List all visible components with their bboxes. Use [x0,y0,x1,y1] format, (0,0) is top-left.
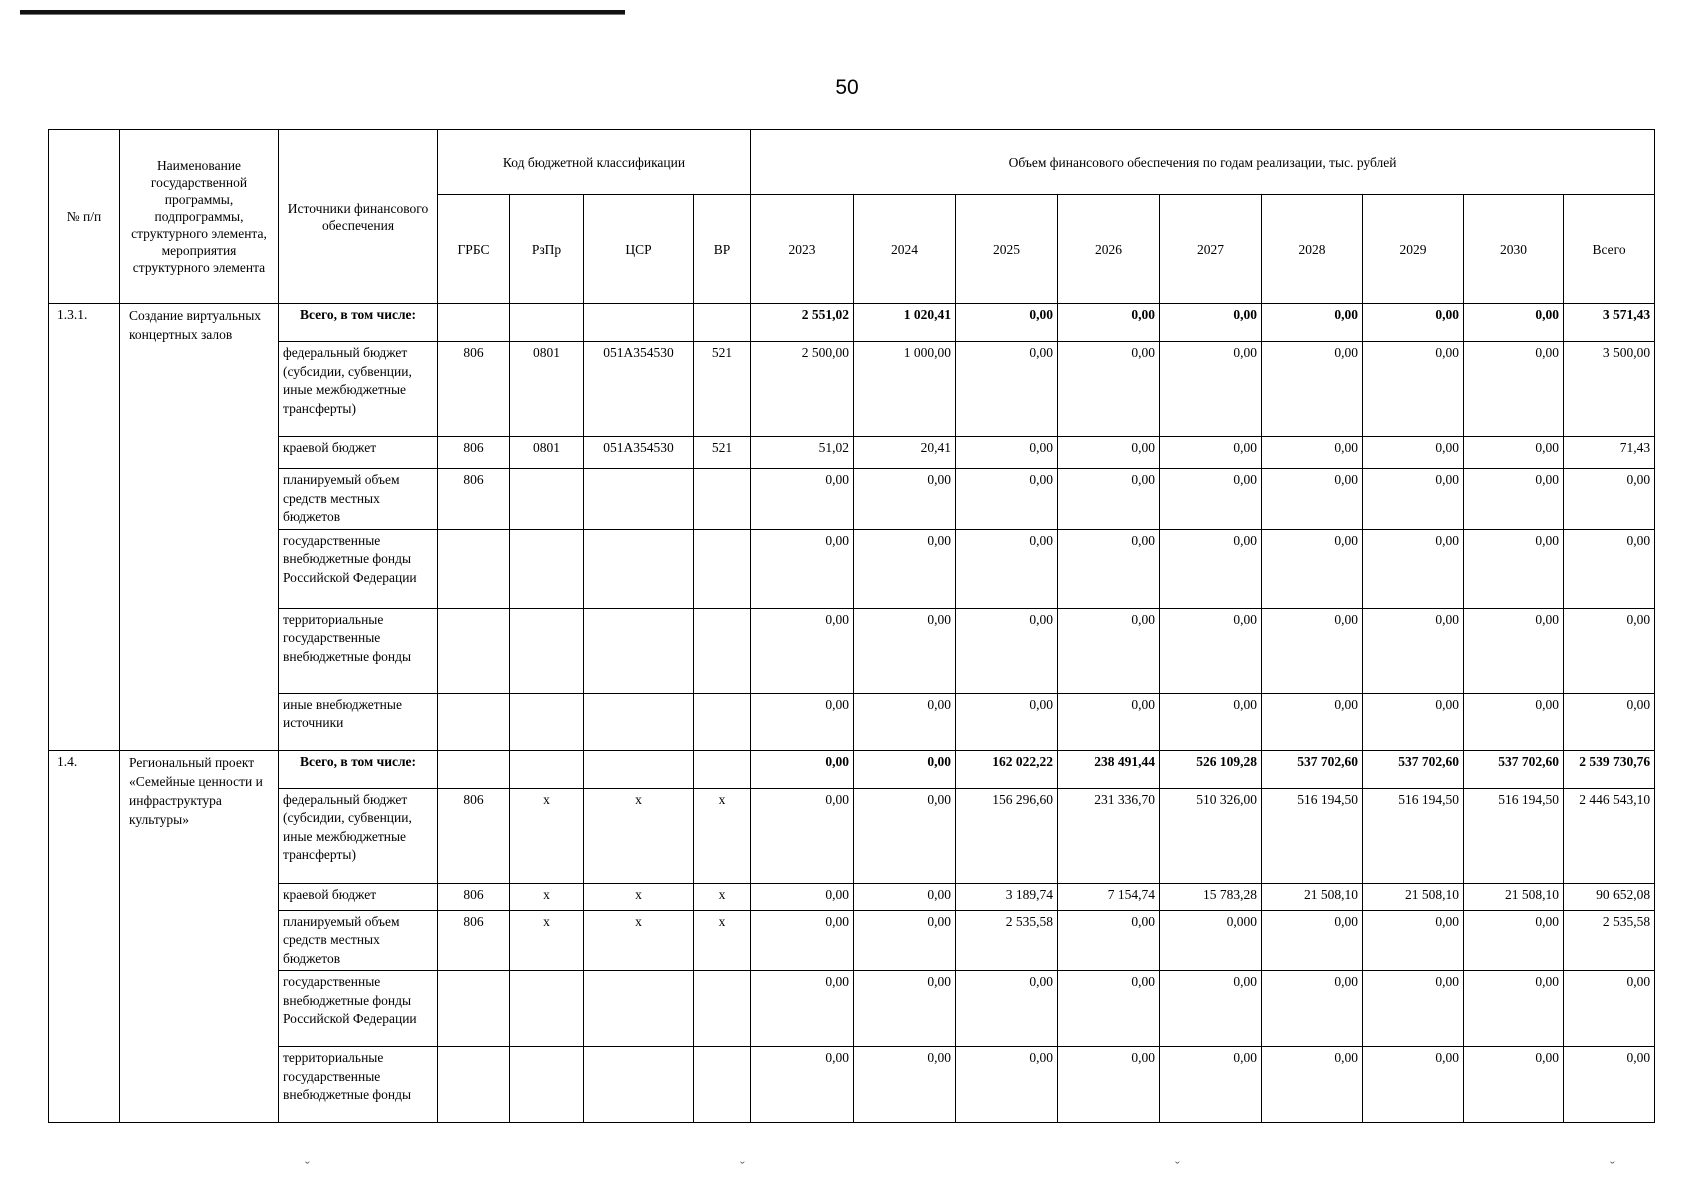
year-value: 0,00 [751,693,854,750]
year-value: 0,00 [1464,437,1564,469]
code-vr: 521 [694,437,751,469]
year-value: 20,41 [854,437,956,469]
header-no: № п/п [49,130,120,304]
year-value: 0,00 [956,342,1058,437]
code-rzpr [510,971,584,1047]
year-value: 0,00 [1160,971,1262,1047]
table-row [49,529,1655,608]
table-row [49,910,1655,971]
code-grbs: 806 [438,788,510,883]
funding-table [48,129,1655,1123]
year-value: 0,00 [956,529,1058,608]
total-value: 0,00 [1564,1047,1655,1123]
code-csr [584,529,694,608]
year-value: 0,00 [751,910,854,971]
year-value: 0,00 [854,788,956,883]
year-value: 0,00 [1363,437,1464,469]
funding-source: иные внебюджетные источники [279,693,438,750]
year-value: 0,00 [751,750,854,788]
code-grbs [438,304,510,342]
funding-source: Всего, в том числе: [279,304,438,342]
table-row [49,437,1655,469]
table-row [49,750,1655,788]
header-year-2024: 2024 [854,195,956,304]
year-value: 0,00 [1058,342,1160,437]
code-csr: 051А354530 [584,437,694,469]
year-value: 0,00 [1262,910,1363,971]
year-value: 0,00 [854,1047,956,1123]
year-value: 0,00 [1262,971,1363,1047]
table-row [49,883,1655,910]
code-vr [694,971,751,1047]
header-year-2029: 2029 [1363,195,1464,304]
total-value: 0,00 [1564,529,1655,608]
header-volume-group: Объем финансового обеспечения по годам реализации, тыс. рублей [751,130,1655,195]
total-value: 3 571,43 [1564,304,1655,342]
year-value: 0,00 [751,788,854,883]
header-year-2030: 2030 [1464,195,1564,304]
table-row [49,971,1655,1047]
year-value: 0,00 [956,608,1058,693]
year-value: 0,00 [1160,693,1262,750]
year-value: 0,00 [1058,469,1160,530]
code-rzpr [510,693,584,750]
year-value: 0,00 [956,971,1058,1047]
code-vr: х [694,910,751,971]
code-grbs [438,529,510,608]
year-value: 0,00 [854,971,956,1047]
year-value: 0,00 [1262,1047,1363,1123]
funding-source: федеральный бюджет (субсидии, субвенции, иные межбюджетные трансферты) [279,788,438,883]
year-value: 0,00 [1058,1047,1160,1123]
code-csr [584,971,694,1047]
funding-source: Всего, в том числе: [279,750,438,788]
total-value: 2 446 543,10 [1564,788,1655,883]
code-vr [694,1047,751,1123]
code-rzpr [510,469,584,530]
year-value: 0,00 [1464,529,1564,608]
code-rzpr [510,304,584,342]
code-grbs: 806 [438,437,510,469]
year-value: 0,00 [956,437,1058,469]
year-value: 0,00 [1160,469,1262,530]
header-name: Наименование государственной программы, подпрограммы, структурного элемента, мероприятия структурного элемента [120,130,279,304]
year-value: 156 296,60 [956,788,1058,883]
year-value: 0,00 [1363,1047,1464,1123]
header-year-2025: 2025 [956,195,1058,304]
year-value: 0,00 [1464,971,1564,1047]
header-code-grbs: ГРБС [438,195,510,304]
year-value: 0,00 [1363,693,1464,750]
total-value: 0,00 [1564,608,1655,693]
code-vr: х [694,883,751,910]
total-value: 0,00 [1564,469,1655,530]
year-value: 0,00 [751,469,854,530]
year-value: 0,00 [1160,1047,1262,1123]
year-value: 510 326,00 [1160,788,1262,883]
year-value: 0,00 [1363,529,1464,608]
year-value: 162 022,22 [956,750,1058,788]
year-value: 0,00 [1464,1047,1564,1123]
code-grbs: 806 [438,883,510,910]
year-value: 0,00 [1058,529,1160,608]
funding-source: государственные внебюджетные фонды Российской Федерации [279,971,438,1047]
footer-mark: ˇ [1610,1160,1615,1175]
code-grbs [438,608,510,693]
year-value: 0,00 [1262,693,1363,750]
code-grbs: 806 [438,469,510,530]
table-row [49,608,1655,693]
year-value: 0,00 [751,608,854,693]
table-row [49,304,1655,342]
year-value: 0,00 [1262,437,1363,469]
code-grbs [438,971,510,1047]
code-vr: х [694,788,751,883]
total-value: 0,00 [1564,971,1655,1047]
code-csr [584,469,694,530]
year-value: 537 702,60 [1363,750,1464,788]
year-value: 0,00 [1464,910,1564,971]
code-vr [694,693,751,750]
code-csr: х [584,788,694,883]
year-value: 0,00 [854,608,956,693]
year-value: 0,00 [854,750,956,788]
year-value: 0,00 [1058,437,1160,469]
year-value: 0,00 [956,469,1058,530]
year-value: 0,00 [1464,342,1564,437]
year-value: 0,00 [1058,910,1160,971]
code-rzpr: 0801 [510,342,584,437]
funding-source: планируемый объем средств местных бюджетов [279,469,438,530]
code-rzpr [510,1047,584,1123]
total-value: 2 539 730,76 [1564,750,1655,788]
year-value: 0,00 [1262,342,1363,437]
year-value: 0,00 [1262,529,1363,608]
total-value: 2 535,58 [1564,910,1655,971]
table-row [49,469,1655,530]
header-year-2023: 2023 [751,195,854,304]
footer-mark: ˇ [1175,1160,1180,1175]
year-value: 0,00 [1058,693,1160,750]
table-row [49,693,1655,750]
code-rzpr [510,529,584,608]
code-csr [584,693,694,750]
year-value: 0,00 [854,883,956,910]
year-value: 0,00 [1160,437,1262,469]
year-value: 1 000,00 [854,342,956,437]
code-vr: 521 [694,342,751,437]
year-value: 0,00 [1363,342,1464,437]
code-vr [694,304,751,342]
code-rzpr: 0801 [510,437,584,469]
header-row-1 [49,130,1655,195]
header-year-2028: 2028 [1262,195,1363,304]
total-value: 3 500,00 [1564,342,1655,437]
year-value: 0,00 [854,693,956,750]
year-value: 0,00 [1262,469,1363,530]
code-grbs [438,693,510,750]
year-value: 516 194,50 [1464,788,1564,883]
year-value: 526 109,28 [1160,750,1262,788]
year-value: 0,00 [1160,608,1262,693]
item-name: Региональный проект «Семейные ценности и инфраструктура культуры» [120,750,279,1123]
year-value: 0,00 [1160,342,1262,437]
year-value: 0,00 [751,529,854,608]
funding-source: планируемый объем средств местных бюджетов [279,910,438,971]
year-value: 2 551,02 [751,304,854,342]
year-value: 238 491,44 [1058,750,1160,788]
year-value: 7 154,74 [1058,883,1160,910]
year-value: 231 336,70 [1058,788,1160,883]
total-value: 71,43 [1564,437,1655,469]
year-value: 0,00 [854,529,956,608]
year-value: 0,00 [751,883,854,910]
year-value: 0,00 [1058,608,1160,693]
year-value: 0,00 [1262,608,1363,693]
year-value: 0,00 [1058,971,1160,1047]
scan-edge-shadow [20,14,625,15]
code-grbs [438,750,510,788]
code-rzpr: х [510,883,584,910]
code-rzpr [510,750,584,788]
year-value: 21 508,10 [1363,883,1464,910]
year-value: 0,00 [1464,469,1564,530]
code-csr [584,750,694,788]
year-value: 0,00 [1058,304,1160,342]
year-value: 21 508,10 [1464,883,1564,910]
code-vr [694,608,751,693]
funding-source: краевой бюджет [279,437,438,469]
year-value: 51,02 [751,437,854,469]
year-value: 0,00 [751,971,854,1047]
year-value: 0,00 [1363,910,1464,971]
year-value: 0,00 [1262,304,1363,342]
year-value: 0,00 [1363,304,1464,342]
code-vr [694,529,751,608]
table-body [49,304,1655,1123]
code-csr: х [584,910,694,971]
table-row [49,1047,1655,1123]
code-rzpr [510,608,584,693]
year-value: 0,00 [854,469,956,530]
year-value: 0,00 [1464,608,1564,693]
item-number: 1.4. [49,750,120,1123]
year-value: 0,00 [1363,608,1464,693]
header-code-csr: ЦСР [584,195,694,304]
code-csr: 051А354530 [584,342,694,437]
year-value: 0,00 [1363,971,1464,1047]
year-value: 0,00 [956,304,1058,342]
header-code-vr: ВР [694,195,751,304]
year-value: 0,00 [1160,304,1262,342]
funding-source: федеральный бюджет (субсидии, субвенции, иные межбюджетные трансферты) [279,342,438,437]
year-value: 0,00 [956,693,1058,750]
year-value: 0,000 [1160,910,1262,971]
page-number: 50 [835,76,859,99]
code-csr: х [584,883,694,910]
code-grbs: 806 [438,910,510,971]
year-value: 0,00 [1464,693,1564,750]
table-row [49,788,1655,883]
year-value: 0,00 [956,1047,1058,1123]
year-value: 537 702,60 [1464,750,1564,788]
funding-source: государственные внебюджетные фонды Российской Федерации [279,529,438,608]
year-value: 2 535,58 [956,910,1058,971]
funding-source: территориальные государственные внебюджетные фонды [279,608,438,693]
year-value: 15 783,28 [1160,883,1262,910]
code-vr [694,469,751,530]
code-csr [584,608,694,693]
year-value: 537 702,60 [1262,750,1363,788]
table-row [49,342,1655,437]
footer-mark: ˇ [305,1160,310,1175]
header-source: Источники финансового обеспечения [279,130,438,304]
item-name: Создание виртуальных концертных залов [120,304,279,751]
year-value: 516 194,50 [1363,788,1464,883]
code-grbs [438,1047,510,1123]
year-value: 1 020,41 [854,304,956,342]
year-value: 21 508,10 [1262,883,1363,910]
year-value: 0,00 [1464,304,1564,342]
header-code-group: Код бюджетной классификации [438,130,751,195]
total-value: 90 652,08 [1564,883,1655,910]
year-value: 3 189,74 [956,883,1058,910]
year-value: 2 500,00 [751,342,854,437]
year-value: 0,00 [1160,529,1262,608]
code-vr [694,750,751,788]
item-number: 1.3.1. [49,304,120,751]
header-year-2027: 2027 [1160,195,1262,304]
header-year-2026: 2026 [1058,195,1160,304]
funding-source: территориальные государственные внебюджетные фонды [279,1047,438,1123]
code-csr [584,1047,694,1123]
year-value: 0,00 [1363,469,1464,530]
funding-source: краевой бюджет [279,883,438,910]
code-rzpr: х [510,788,584,883]
footer-mark: ˇ [740,1160,745,1175]
year-value: 0,00 [751,1047,854,1123]
code-rzpr: х [510,910,584,971]
year-value: 0,00 [854,910,956,971]
total-value: 0,00 [1564,693,1655,750]
header-total: Всего [1564,195,1655,304]
code-csr [584,304,694,342]
code-grbs: 806 [438,342,510,437]
header-code-rzpr: РзПр [510,195,584,304]
year-value: 516 194,50 [1262,788,1363,883]
